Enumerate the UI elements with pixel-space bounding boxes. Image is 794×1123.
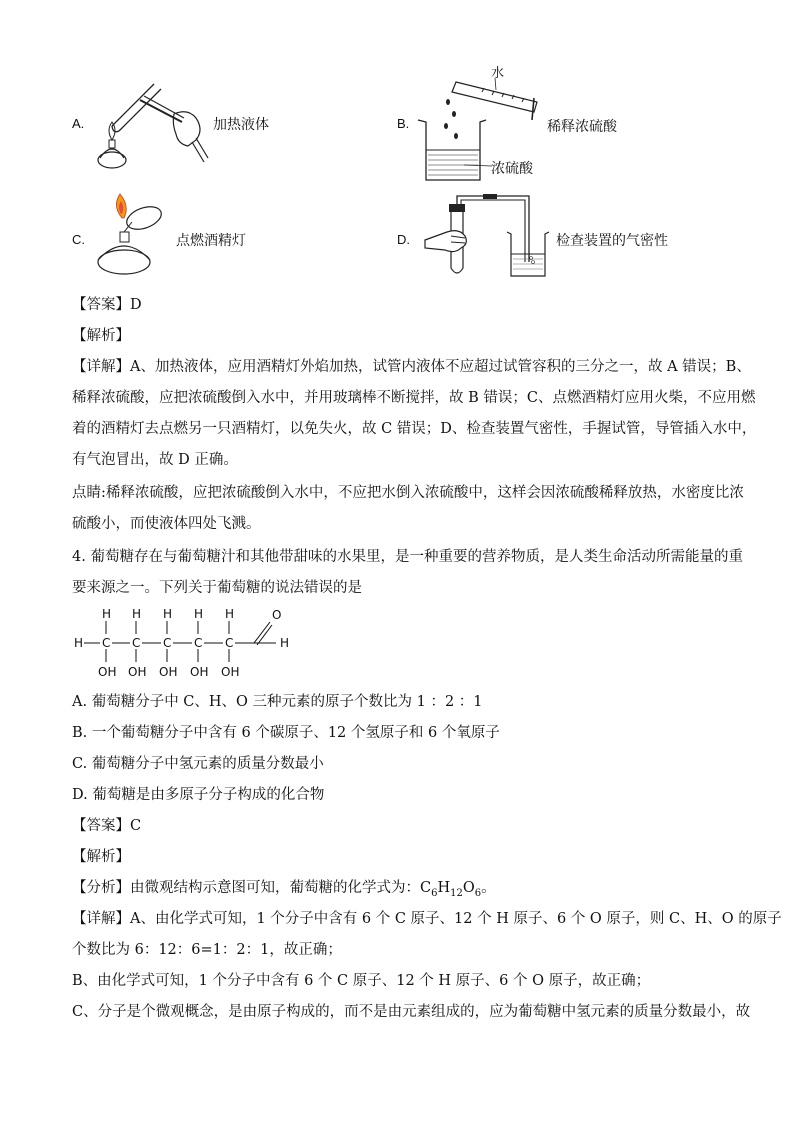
q4-detail-line: B、由化学式可知，1 个分子中含有 6 个 C 原子、12 个 H 原子、6 个 O 原子，故正确；: [72, 973, 651, 989]
formula-h-subscript: 12: [450, 887, 463, 899]
glucose-structure-diagram: [72, 604, 312, 680]
label-concentrated-acid: 浓硫酸: [491, 161, 533, 177]
q4-detail-line: 【详解】A、由化学式可知，1 个分子中含有 6 个 C 原子、12 个 H 原子、6 个 O 原子，则 C、H、O 的原子: [72, 911, 782, 927]
q4-answer: 【答案】C: [72, 818, 142, 834]
formula-o-subscript: 6: [474, 887, 482, 899]
option-d-caption: 检查装置的气密性: [556, 233, 668, 249]
option-a-letter: A.: [72, 116, 85, 131]
q4-fenxi-text: 【分析】由微观结构示意图可知，葡萄糖的化学式为：: [72, 880, 420, 896]
heating-liquid-illustration: [92, 78, 212, 178]
q4-detail-line: C、分子是个微观概念，是由原子构成的，而不是由元素组成的，应为葡萄糖中氢元素的质量分数最小，故: [72, 1004, 751, 1020]
carbon-atom: C: [163, 636, 172, 650]
q4-fenxi-line: [72, 878, 724, 904]
top-h: H: [163, 607, 173, 621]
q4-stem-line: 4. 葡萄糖存在与葡萄糖汁和其他带甜味的水果里，是一种重要的营养物质，是人类生命活动所需能量的重: [72, 549, 743, 565]
label-water: 水: [491, 66, 505, 81]
option-a-caption: 加热液体: [213, 117, 269, 133]
top-h: H: [225, 607, 235, 621]
aldehyde-hydrogen: H: [280, 636, 290, 650]
q4-detail-line: 个数比为 6：12：6=1：2：1，故正确；: [72, 942, 342, 958]
lighting-lamp-illustration: [94, 192, 174, 280]
q4-option-a: A. 葡萄糖分子中 C、H、O 三种元素的原子个数比为 1 ：2 ：1: [72, 694, 483, 710]
q3-detail-line: 有气泡冒出，故 D 正确。: [72, 452, 238, 468]
top-h: H: [132, 607, 142, 621]
bottom-oh: OH: [221, 665, 240, 679]
carbon-atom: C: [225, 636, 234, 650]
q3-detail-line: 着的酒精灯去点燃另一只酒精灯，以免失火，故 C 错误；D、检查装置气密性，手握试管，导管插入水中，: [72, 421, 757, 437]
carbon-atom: C: [132, 636, 141, 650]
option-c-letter: C.: [72, 232, 85, 247]
carbon-atom: C: [102, 636, 111, 650]
formula-end: 。: [481, 880, 496, 896]
q3-note-line: 硫酸小，而使液体四处飞溅。: [72, 516, 261, 532]
left-h: H: [74, 636, 84, 650]
carbon-atom: C: [194, 636, 203, 650]
formula-o: O: [462, 880, 475, 896]
aldehyde-oxygen: O: [272, 608, 282, 622]
q4-option-c: C. 葡萄糖分子中氢元素的质量分数最小: [72, 756, 324, 772]
q3-detail-line: 【详解】A、加热液体，应用酒精灯外焰加热，试管内液体不应超过试管容积的三分之一，故 A 错误；B、: [72, 359, 751, 375]
top-h: H: [194, 607, 204, 621]
bottom-oh: OH: [159, 665, 178, 679]
q4-stem-line: 要来源之一。下列关于葡萄糖的说法错误的是: [72, 580, 362, 596]
formula-c: C: [420, 880, 432, 896]
option-b-letter: B.: [397, 116, 410, 131]
top-h: H: [102, 607, 112, 621]
q3-answer: 【答案】D: [72, 297, 142, 313]
bottom-oh: OH: [128, 665, 147, 679]
q3-detail-line: 稀释浓硫酸，应把浓硫酸倒入水中，并用玻璃棒不断搅拌，故 B 错误；C、点燃酒精灯应用火柴，不应用燃: [72, 390, 756, 406]
formula-h: H: [437, 880, 451, 896]
option-b-caption: 稀释浓硫酸: [547, 119, 617, 135]
q4-option-d: D. 葡萄糖是由多原子分子构成的化合物: [72, 787, 325, 803]
bottom-oh: OH: [190, 665, 209, 679]
bottom-oh: OH: [98, 665, 117, 679]
q4-analysis-title: 【解析】: [72, 849, 130, 865]
option-d-letter: D.: [397, 232, 410, 247]
airtightness-check-illustration: [425, 192, 555, 282]
formula-c-subscript: 6: [431, 887, 438, 899]
q3-note-line: 点睛:稀释浓硫酸，应把浓硫酸倒入水中，不应把水倒入浓硫酸中，这样会因浓硫酸稀释放热，水密度比浓: [72, 485, 744, 501]
q3-analysis-title: 【解析】: [72, 328, 130, 344]
q4-option-b: B. 一个葡萄糖分子中含有 6 个碳原子、12 个氢原子和 6 个氧原子: [72, 725, 500, 741]
option-c-caption: 点燃酒精灯: [176, 233, 246, 249]
